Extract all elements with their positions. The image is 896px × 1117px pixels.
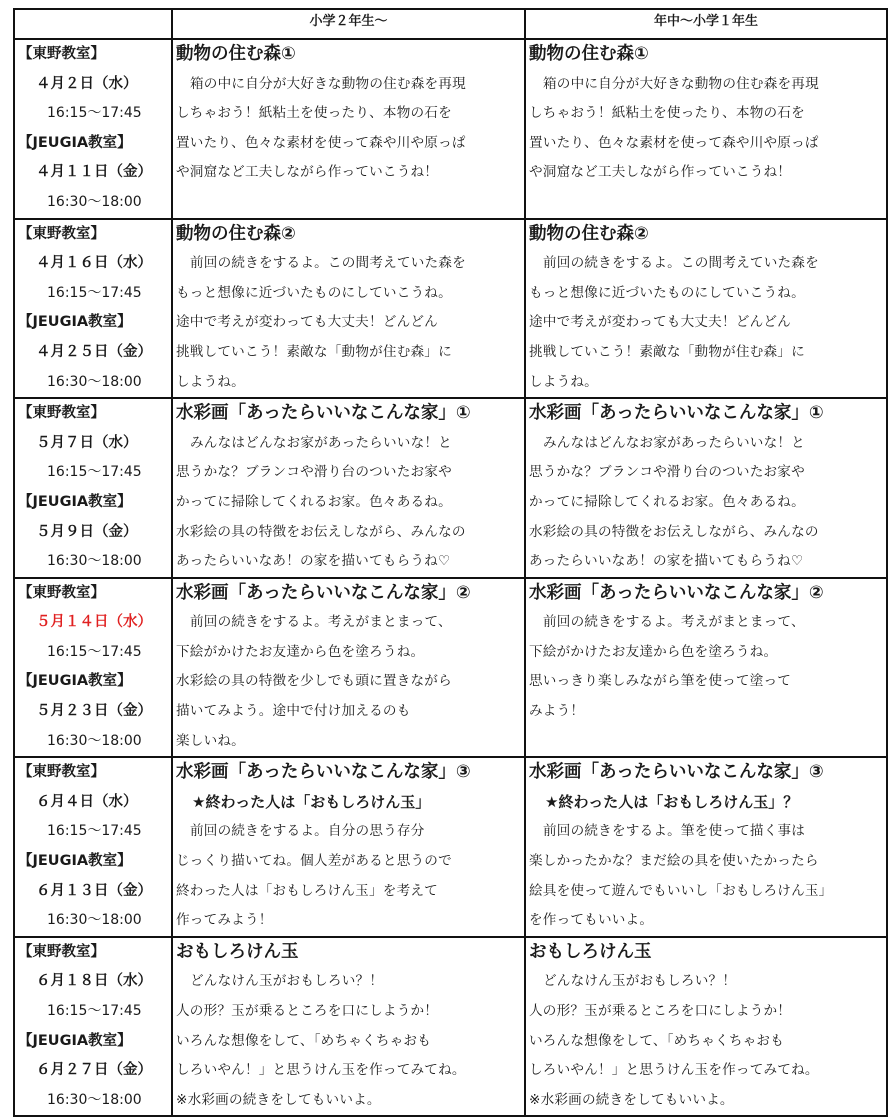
lesson-text-line: しろいやん！」と思うけん玉を作ってみてね。 xyxy=(529,1062,819,1079)
lesson-text-line: 思いっきり楽しみながら筆を使って塗って xyxy=(529,673,792,690)
session-row xyxy=(14,578,887,758)
classroom-label: 【JEUGIA教室】 xyxy=(18,314,132,331)
lesson-text-line: しちゃおう！紙粘土を使ったり、本物の石を xyxy=(529,105,805,122)
session-row xyxy=(14,937,887,1117)
lesson-text-line: や洞窟など工夫しながら作っていこうね！ xyxy=(529,164,792,181)
schedule-table xyxy=(13,8,888,1117)
lesson-text-line: や洞窟など工夫しながら作っていこうね！ xyxy=(176,164,439,181)
lesson-text-line: を作ってもいいよ。 xyxy=(529,912,654,929)
header-empty-cell xyxy=(14,9,172,39)
session-row xyxy=(14,398,887,578)
lesson-title: 水彩画「あったらいいなこんな家」① xyxy=(529,403,824,424)
classroom-label: 【JEUGIA教室】 xyxy=(18,1032,132,1049)
classroom-label: 【東野教室】 xyxy=(18,225,105,242)
lesson-text-line: あったらいいなあ！の家を描いてもらうね♡ xyxy=(176,553,451,570)
content-cell-grade-2-up xyxy=(172,398,525,578)
lesson-text-line: 水彩絵の具の特徴を少しでも頭に置きながら xyxy=(176,673,452,690)
lesson-text-line: 下絵がかけたお友達から色を塗ろうね。 xyxy=(176,643,425,660)
classroom-label: 【JEUGIA教室】 xyxy=(18,673,132,690)
session-time: 16:30～18:00 xyxy=(47,732,142,749)
session-date: ４月２５日（金） xyxy=(36,343,152,360)
lesson-text-line: 置いたり、色々な素材を使って森や川や原っぱ xyxy=(529,134,819,151)
lesson-title: 水彩画「あったらいいなこんな家」② xyxy=(529,582,824,603)
lesson-title: おもしろけん玉 xyxy=(176,941,299,962)
lesson-text-line: 箱の中に自分が大好きな動物の住む森を再現 xyxy=(543,75,819,92)
session-date: ５月２３日（金） xyxy=(36,703,152,720)
lesson-text-line: しようね。 xyxy=(176,373,245,390)
lesson-text-line: 絵具を使って遊んでもいいし「おもしろけん玉」 xyxy=(529,882,833,899)
session-dates-cell xyxy=(14,398,172,578)
lesson-title: 水彩画「あったらいいなこんな家」① xyxy=(176,403,471,424)
session-time: 16:30～18:00 xyxy=(47,1091,142,1108)
lesson-text-line: ※水彩画の続きをしてもいいよ。 xyxy=(176,1091,381,1108)
session-dates-cell xyxy=(14,937,172,1117)
session-time: 16:15～17:45 xyxy=(47,823,142,840)
lesson-title: 動物の住む森② xyxy=(529,223,649,244)
lesson-text-line: 思うかな？ブランコや滑り台のついたお家や xyxy=(176,464,452,481)
session-row xyxy=(14,39,887,219)
lesson-title: おもしろけん玉 xyxy=(529,941,652,962)
content-cell-grade-2-up xyxy=(172,757,525,937)
lesson-text-line: 途中で考えが変わっても大丈夫！どんどん xyxy=(529,314,791,331)
header-nursery-grade-1: 年中～小学１年生 xyxy=(525,9,887,39)
lesson-text-line: いろんな想像をして、「めちゃくちゃおも xyxy=(529,1032,785,1049)
lesson-text-line: 人の形？玉が乗るところを口にしようか！ xyxy=(529,1003,792,1019)
lesson-text-line: もっと想像に近づいたものにしていこうね。 xyxy=(176,284,452,301)
content-cell-grade-2-up xyxy=(172,578,525,758)
session-date: ６月４日（水） xyxy=(36,793,138,810)
lesson-text-line: 人の形？玉が乗るところを口にしようか！ xyxy=(176,1003,439,1019)
session-dates-cell xyxy=(14,39,172,219)
header-grade-2-up: 小学２年生～ xyxy=(172,9,525,39)
lesson-text-line: 終わった人は「おもしろけん玉」を考えて xyxy=(176,882,438,899)
session-time: 16:15～17:45 xyxy=(47,284,142,301)
session-time: 16:15～17:45 xyxy=(47,464,142,481)
session-dates-cell xyxy=(14,757,172,937)
lesson-text-line: 楽しいね。 xyxy=(176,732,245,749)
lesson-title: 水彩画「あったらいいなこんな家」③ xyxy=(176,762,471,783)
lesson-text-line: ※水彩画の続きをしてもいいよ。 xyxy=(529,1091,734,1108)
lesson-text-line: 楽しかったかな？まだ絵の具を使いたかったら xyxy=(529,853,819,870)
classroom-label: 【東野教室】 xyxy=(18,405,105,422)
lesson-text-line: みんなはどんなお家があったらいいな！と xyxy=(190,434,452,451)
lesson-text-line: 置いたり、色々な素材を使って森や川や原っぱ xyxy=(176,134,466,151)
lesson-text-line: かってに掃除してくれるお家。色々あるね。 xyxy=(529,493,805,510)
lesson-note: ★終わった人は「おもしろけん玉」 xyxy=(192,792,431,811)
lesson-text-line: 箱の中に自分が大好きな動物の住む森を再現 xyxy=(190,75,466,92)
content-cell-nursery-grade-1 xyxy=(525,219,887,399)
session-date: ４月１６日（水） xyxy=(36,255,152,272)
header-row xyxy=(14,9,887,39)
classroom-label: 【JEUGIA教室】 xyxy=(18,493,132,510)
lesson-title: 水彩画「あったらいいなこんな家」② xyxy=(176,582,471,603)
content-cell-nursery-grade-1 xyxy=(525,937,887,1117)
classroom-label: 【東野教室】 xyxy=(18,943,105,960)
classroom-label: 【JEUGIA教室】 xyxy=(18,853,132,870)
lesson-text-line: 作ってみよう！ xyxy=(176,912,273,929)
lesson-title: 動物の住む森① xyxy=(176,44,296,64)
lesson-text-line: いろんな想像をして、「めちゃくちゃおも xyxy=(176,1032,432,1049)
session-date: ５月９日（金） xyxy=(36,523,138,540)
lesson-text-line: 前回の続きをするよ。この間考えていた森を xyxy=(543,255,819,272)
content-cell-grade-2-up xyxy=(172,937,525,1117)
lesson-text-line: どんなけん玉がおもしろい？！ xyxy=(190,973,384,990)
session-date: ６月１８日（水） xyxy=(36,973,152,990)
lesson-text-line: 前回の続きをするよ。この間考えていた森を xyxy=(190,255,466,272)
schedule-body xyxy=(14,39,887,1116)
lesson-note: ★終わった人は「おもしろけん玉」？ xyxy=(545,792,799,811)
session-time: 16:30～18:00 xyxy=(47,373,142,390)
lesson-text-line: 下絵がかけたお友達から色を塗ろうね。 xyxy=(529,643,778,660)
session-time: 16:30～18:00 xyxy=(47,553,142,570)
content-cell-nursery-grade-1 xyxy=(525,757,887,937)
lesson-title: 水彩画「あったらいいなこんな家」③ xyxy=(529,762,824,783)
lesson-text-line: 前回の続きをするよ。考えがまとまって、 xyxy=(190,614,452,631)
lesson-text-line: みよう！ xyxy=(529,703,585,720)
lesson-text-line: みんなはどんなお家があったらいいな！と xyxy=(543,434,805,451)
session-dates-cell xyxy=(14,578,172,758)
lesson-text-line: 前回の続きをするよ。自分の思う存分 xyxy=(190,823,425,840)
session-dates-cell xyxy=(14,219,172,399)
lesson-text-line: しろいやん！」と思うけん玉を作ってみてね。 xyxy=(176,1062,466,1079)
content-cell-grade-2-up xyxy=(172,219,525,399)
lesson-text-line: 挑戦していこう！素敵な「動物が住む森」に xyxy=(529,343,805,360)
content-cell-grade-2-up xyxy=(172,39,525,219)
lesson-text-line: 途中で考えが変わっても大丈夫！どんどん xyxy=(176,314,438,331)
lesson-text-line: しようね。 xyxy=(529,373,598,390)
lesson-text-line: 挑戦していこう！素敵な「動物が住む森」に xyxy=(176,343,452,360)
lesson-text-line: あったらいいなあ！の家を描いてもらうね♡ xyxy=(529,553,804,570)
classroom-label: 【東野教室】 xyxy=(18,764,105,781)
classroom-label: 【JEUGIA教室】 xyxy=(18,134,132,151)
lesson-title: 動物の住む森① xyxy=(529,44,649,64)
lesson-text-line: 描いてみよう。途中で付け加えるのも xyxy=(176,703,411,720)
session-time: 16:15～17:45 xyxy=(47,643,142,660)
lesson-text-line: どんなけん玉がおもしろい？！ xyxy=(543,973,737,990)
session-date: ５月７日（水） xyxy=(36,434,138,451)
session-time: 16:30～18:00 xyxy=(47,912,142,929)
session-row xyxy=(14,757,887,937)
session-date: ５月１４日（水） xyxy=(36,614,152,631)
content-cell-nursery-grade-1 xyxy=(525,398,887,578)
classroom-label: 【東野教室】 xyxy=(18,46,105,62)
session-time: 16:30～18:00 xyxy=(47,193,142,210)
lesson-text-line: 水彩絵の具の特徴をお伝えしながら、みんなの xyxy=(529,523,819,540)
lesson-text-line: しちゃおう！紙粘土を使ったり、本物の石を xyxy=(176,105,452,122)
lesson-text-line: 前回の続きをするよ。考えがまとまって、 xyxy=(543,614,805,631)
lesson-text-line: 水彩絵の具の特徴をお伝えしながら、みんなの xyxy=(176,523,466,540)
session-time: 16:15～17:45 xyxy=(47,105,142,122)
session-date: ６月２７日（金） xyxy=(36,1062,152,1079)
session-row xyxy=(14,219,887,399)
session-date: ４月１１日（金） xyxy=(36,164,152,181)
classroom-label: 【東野教室】 xyxy=(18,584,105,601)
lesson-title: 動物の住む森② xyxy=(176,223,296,244)
session-date: ６月１３日（金） xyxy=(36,882,152,899)
lesson-text-line: もっと想像に近づいたものにしていこうね。 xyxy=(529,284,805,301)
session-time: 16:15～17:45 xyxy=(47,1003,142,1019)
lesson-text-line: 思うかな？ブランコや滑り台のついたお家や xyxy=(529,464,805,481)
content-cell-nursery-grade-1 xyxy=(525,39,887,219)
session-date: ４月２日（水） xyxy=(36,75,138,92)
lesson-text-line: じっくり描いてね。個人差があると思うので xyxy=(176,853,452,870)
content-cell-nursery-grade-1 xyxy=(525,578,887,758)
lesson-text-line: かってに掃除してくれるお家。色々あるね。 xyxy=(176,493,452,510)
lesson-text-line: 前回の続きをするよ。筆を使って描く事は xyxy=(543,823,806,840)
